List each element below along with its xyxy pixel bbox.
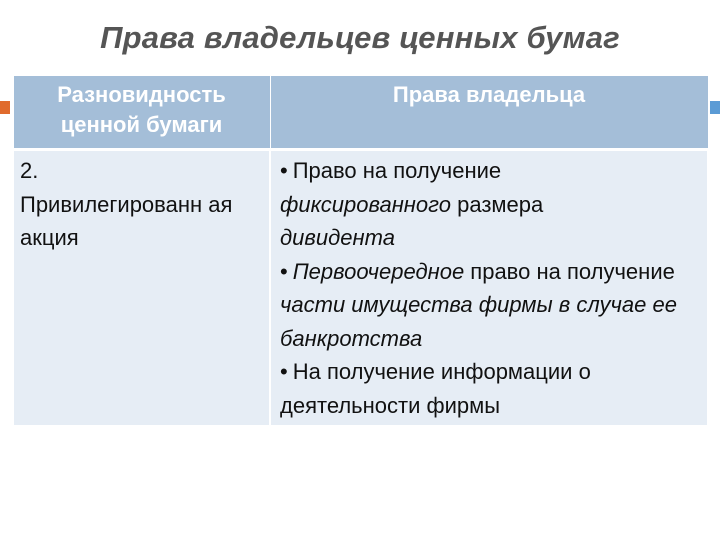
right-text-emphasis: фиксированного [280, 191, 451, 217]
right-text: размера [450, 191, 544, 217]
accent-marker-right [710, 101, 720, 114]
right-text-emphasis: дивидента [280, 225, 395, 250]
column-header-owner-rights: Права владельца [270, 76, 708, 150]
right-text-emphasis: части имущества фирмы в случае ее банкротства [280, 292, 677, 351]
security-name: Привилегированн ая акция [20, 191, 233, 250]
list-item [280, 255, 699, 356]
right-text-emphasis: Первоочередное [292, 258, 465, 284]
owner-rights-cell [270, 150, 708, 427]
security-type-cell [13, 150, 270, 427]
bullet-icon: • [280, 158, 288, 183]
bullet-icon: • [280, 258, 288, 284]
rights-table [12, 75, 709, 427]
page-title: Права владельцев ценных бумаг [100, 20, 620, 55]
right-text: право на получение [464, 258, 675, 284]
list-item [280, 355, 699, 422]
accent-marker-left [0, 101, 10, 114]
table-row [13, 150, 708, 427]
right-text: Право на получение [292, 158, 502, 183]
bullet-icon: • [280, 359, 288, 384]
table-header-row [13, 76, 708, 150]
list-item [280, 154, 699, 255]
column-header-security-type: Разновидность ценной бумаги [13, 76, 270, 150]
security-number: 2. [20, 158, 39, 183]
right-text: На получение информации о деятельности фирмы [280, 359, 591, 418]
